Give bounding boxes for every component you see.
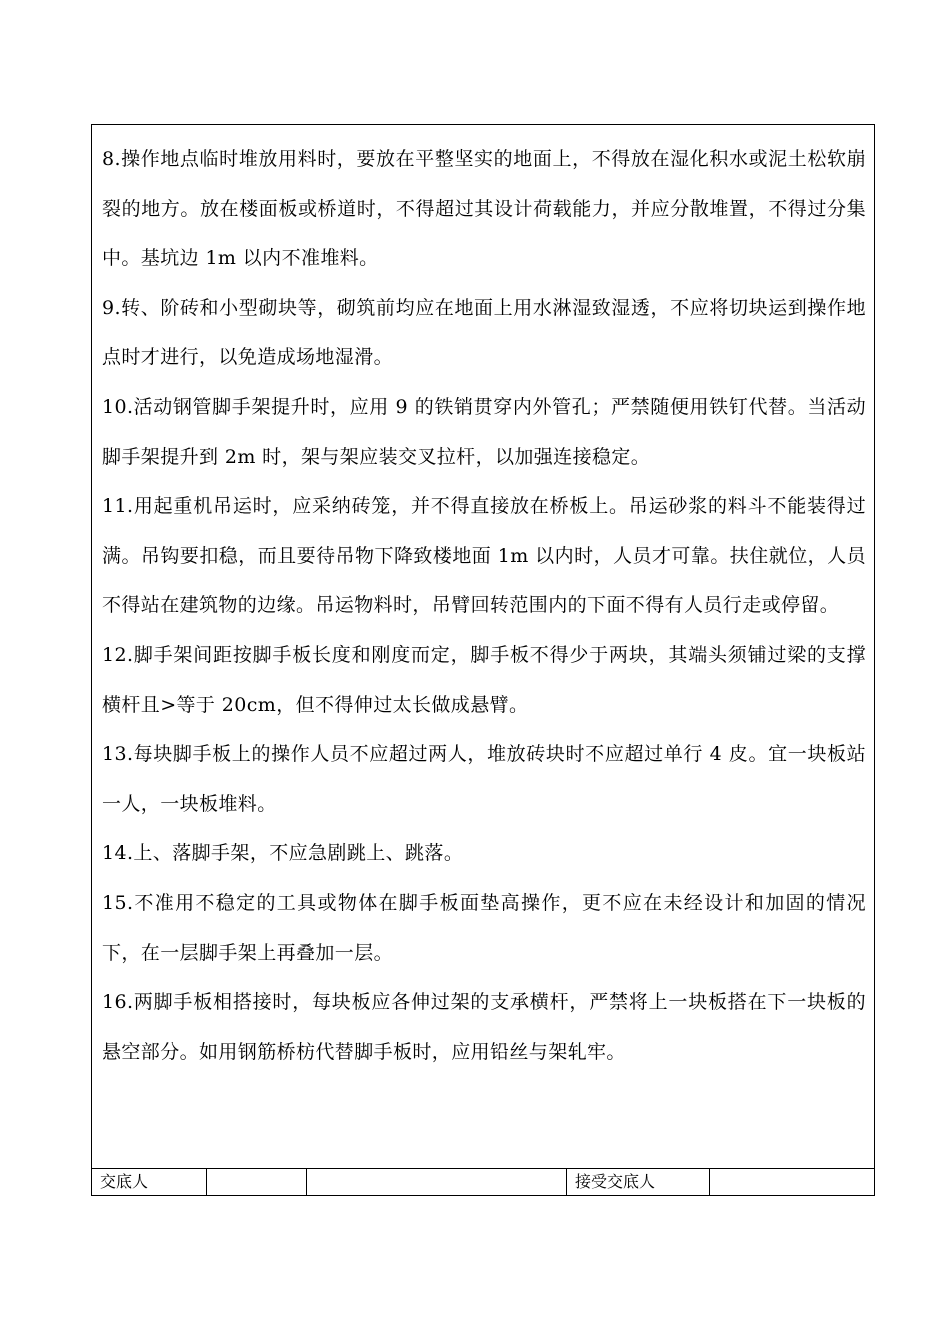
- paragraph-item-14: 14.上、落脚手架，不应急剧跳上、跳落。: [102, 842, 464, 865]
- paragraph-item-9: 9.转、阶砖和小型砌块等，砌筑前均应在地面上用水淋湿致湿透，不应将切块运到操作地点时才进行，以免造成场地湿滑。: [102, 296, 866, 369]
- paragraph-item-8: 8.操作地点临时堆放用料时，要放在平整坚实的地面上，不得放在湿化积水或泥土松软崩裂的地方。放在楼面板或桥道时，不得超过其设计荷载能力，并应分散堆置，不得过分集中。基坑边 1m 以内不准堆料。: [102, 148, 866, 270]
- receiver-person-field[interactable]: [710, 1169, 874, 1195]
- blank-cell: [307, 1169, 567, 1195]
- document-body: [92, 125, 874, 1171]
- paragraph-item-13: 13.每块脚手板上的操作人员不应超过两人，堆放砖块时不应超过单行 4 皮。宜一块板站一人，一块板堆料。: [102, 743, 866, 815]
- signature-row: [92, 1168, 874, 1195]
- paragraph-item-10: 10.活动钢管脚手架提升时，应用 9 的铁销贯穿内外管孔；严禁随便用铁钉代替。当活动脚手架提升到 2m 时，架与架应装交叉拉杆，以加强连接稳定。: [102, 395, 866, 468]
- paragraph-item-16: 16.两脚手板相搭接时，每块板应各伸过架的支承横杆，严禁将上一块板搭在下一块板的悬空部分。如用钢筋桥枋代替脚手板时，应用铅丝与架轧牢。: [102, 991, 866, 1063]
- paragraph-item-11: 11.用起重机吊运时，应采纳砖笼，并不得直接放在桥板上。吊运砂浆的料斗不能装得过满。吊钩要扣稳，而且要待吊物下降致楼地面 1m 以内时，人员才可靠。扶住就位，人员不得站在建筑物的边缘。吊运物料时，吊臂回转范围内的下面不得有人员行走或停留。: [102, 495, 866, 617]
- paragraph-item-15: 15.不准用不稳定的工具或物体在脚手板面垫高操作，更不应在未经设计和加固的情况下，在一层脚手架上再叠加一层。: [102, 891, 866, 964]
- handover-person-field[interactable]: [207, 1169, 307, 1195]
- document-frame: [91, 124, 875, 1196]
- handover-person-label: 交底人: [92, 1169, 207, 1195]
- paragraph-item-12: 12.脚手架间距按脚手板长度和刚度而定，脚手板不得少于两块，其端头须铺过梁的支撑横杆且>等于 20cm，但不得伸过太长做成悬臂。: [102, 643, 866, 716]
- receiver-person-label: 接受交底人: [567, 1169, 710, 1195]
